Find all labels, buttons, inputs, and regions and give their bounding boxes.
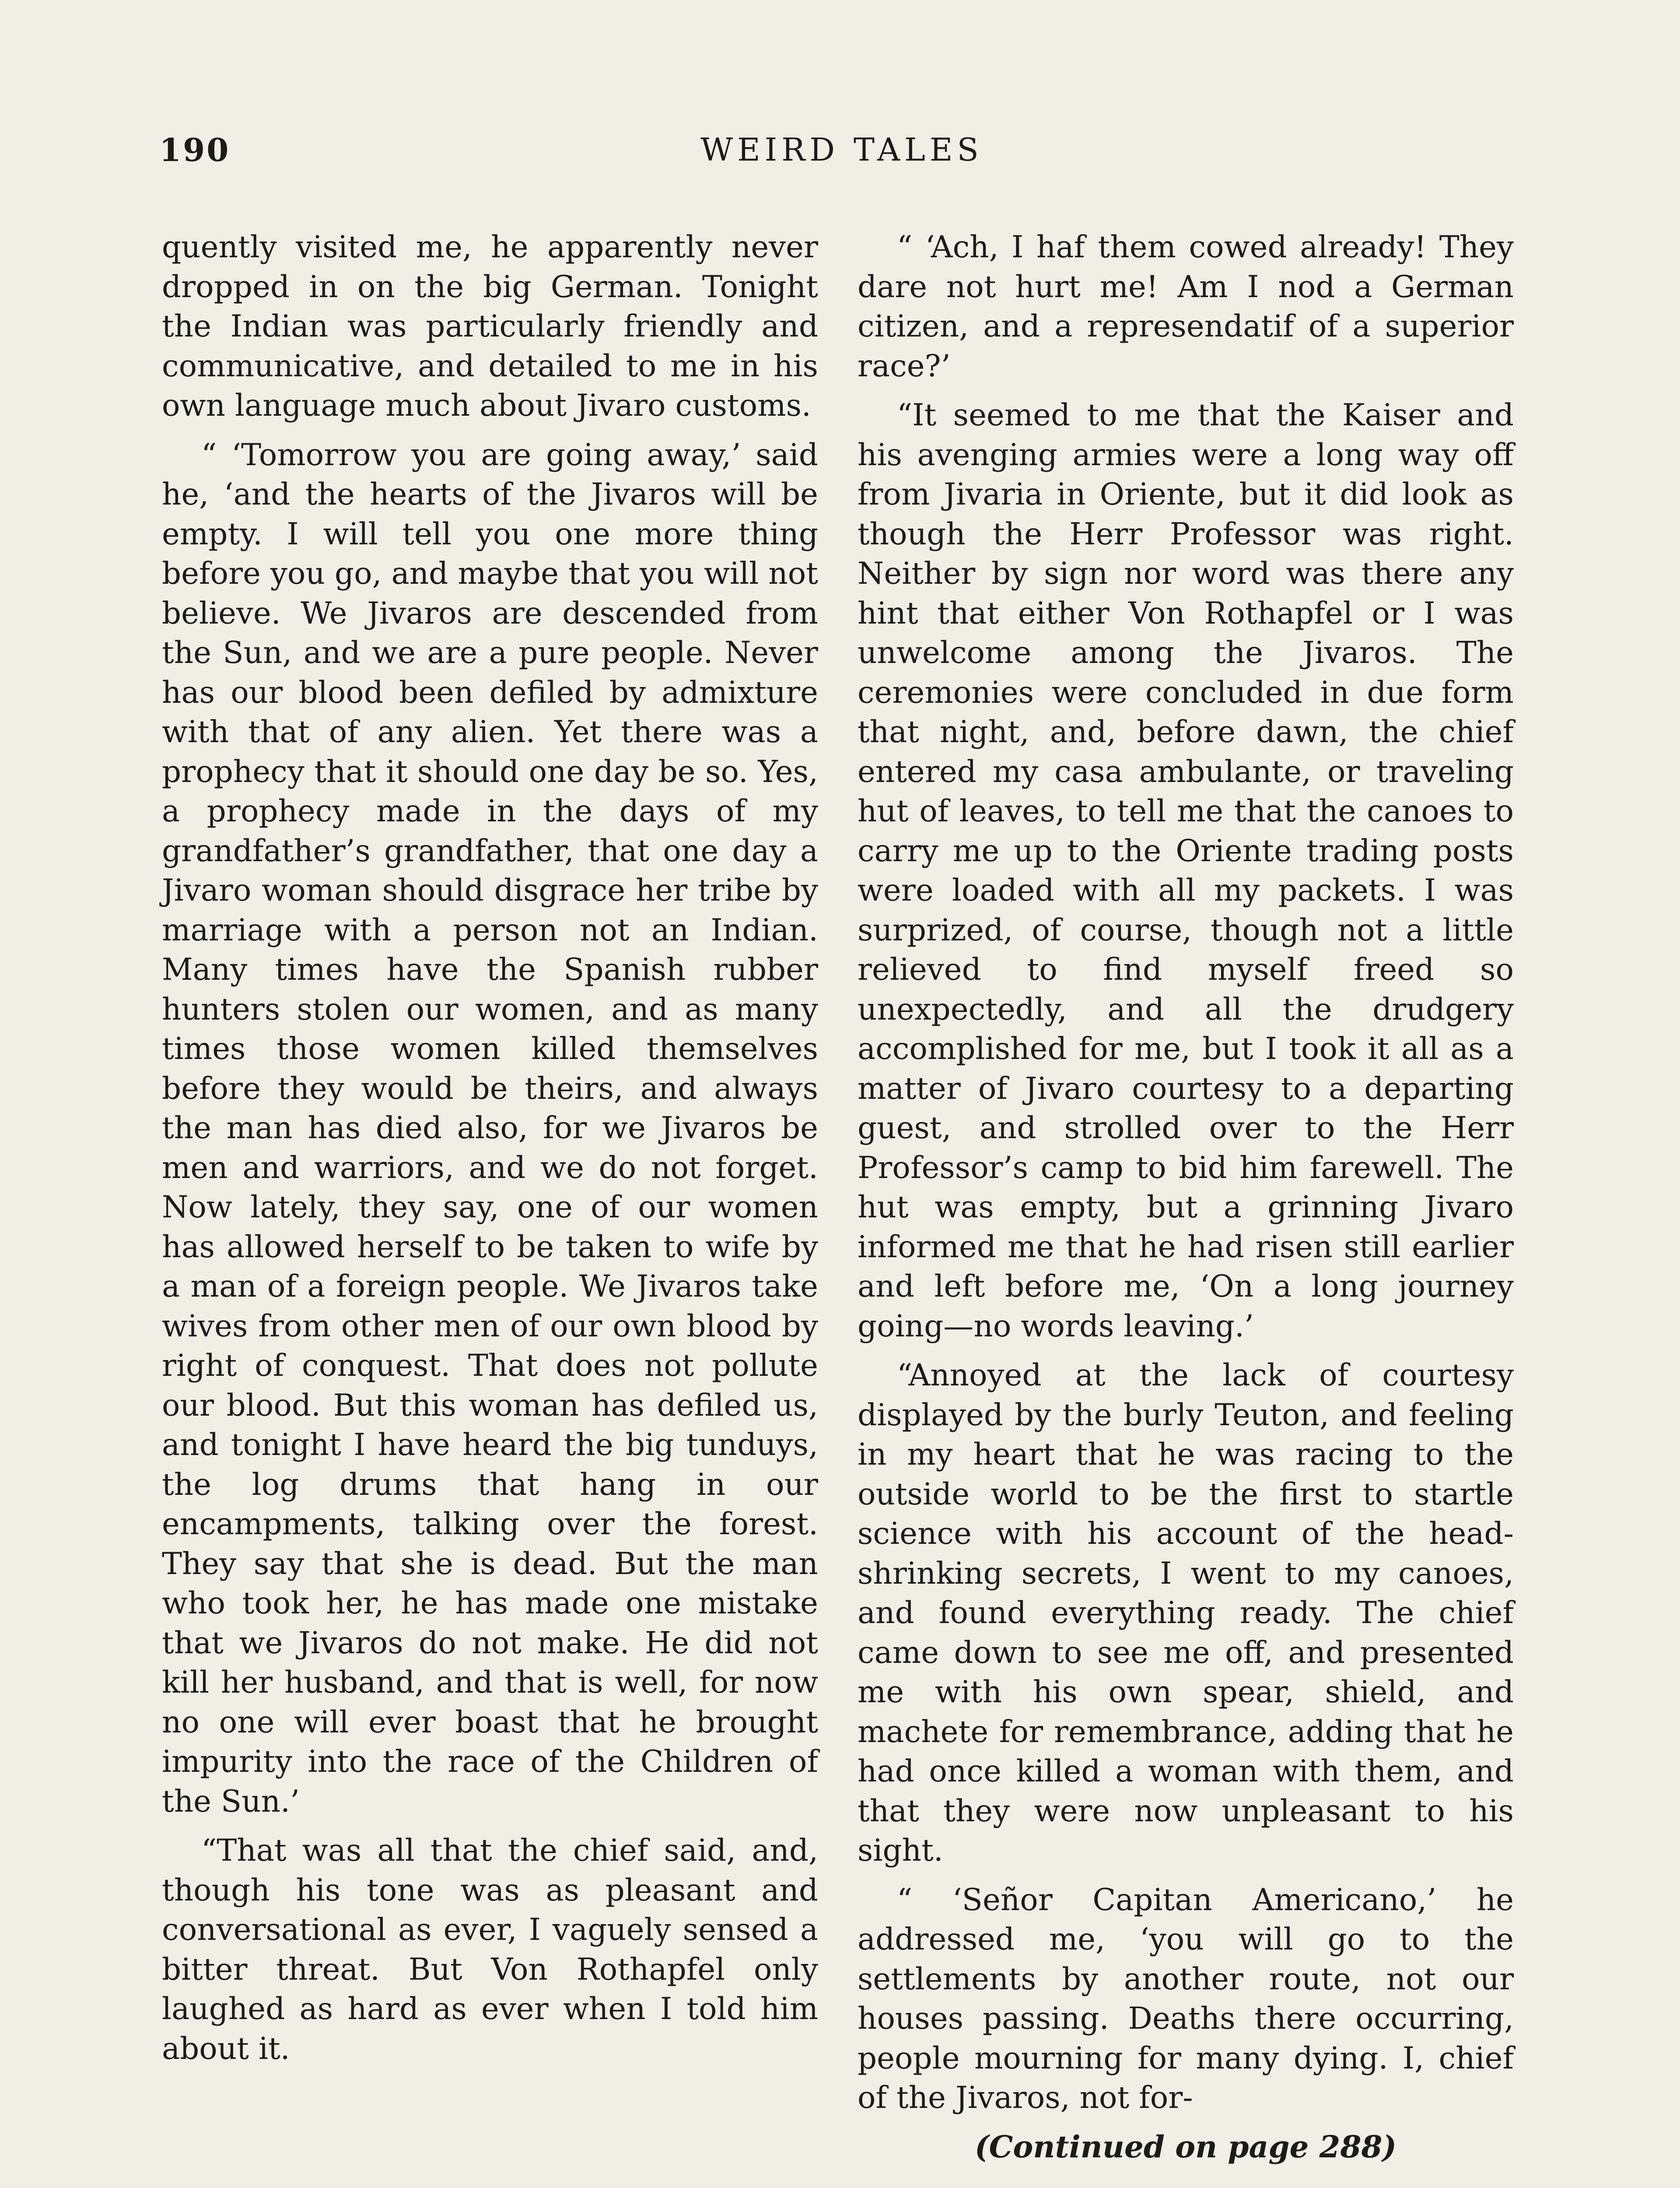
page-number: 190 <box>159 131 231 168</box>
magazine-title: WEIRD TALES <box>700 131 983 168</box>
paragraph: “Annoyed at the lack of courtesy displayed by the burly Teuton, and feeling in my heart that he was racing to the outside world to be the first to startle science with his account of the head-shrinking secrets, I went to my canoes, and found everything ready. The chief came down to see me off, and presented me with his own spear, shield, and machete for remembrance, adding that he had once killed a woman with them, and that they were now unpleasant to his sight. <box>858 1358 1514 1868</box>
right-text-column <box>858 228 1514 2177</box>
paragraph: quently visited me, he apparently never dropped in on the big German. Tonight the Indian was particularly friendly and communicative, and detailed to me in his own language much about Jivaro customs. <box>162 230 818 423</box>
paragraph: “That was all that the chief said, and, though his tone was as pleasant and conversational as ever, I vaguely sensed a bitter threat. But Von Rothapfel only laughed as hard as ever when I told him about it. <box>162 1833 818 2066</box>
paragraph: “ ‘Señor Capitan Americano,’ he addressed me, ‘you will go to the settlements by another route, not our houses passing. Deaths there occurring, people mourning for many dying. I, chief of the Jivaros, not for- <box>858 1882 1514 2115</box>
paragraph: “It seemed to me that the Kaiser and his avenging armies were a long way off from Jivaria in Oriente, but it did look as though the Herr Professor was right. Neither by sign nor word was there any hint that either Von Rothapfel or I was unwelcome among the Jivaros. The ceremonies were concluded in due form that night, and, before dawn, the chief entered my casa ambulante, or traveling hut of leaves, to tell me that the canoes to carry me up to the Oriente trading posts were loaded with all my packets. I was surprized, of course, though not a little relieved to find myself freed so unexpectedly, and all the drudgery accomplished for me, but I took it all as a matter of Jivaro courtesy to a departing guest, and strolled over to the Herr Professor’s camp to bid him farewell. The hut was empty, but a grinning Jivaro informed me that he had risen still earlier and left before me, ‘On a long journey going—no words leaving.’ <box>858 398 1514 1344</box>
running-head <box>159 131 1524 179</box>
paragraph: “ ‘Ach, I haf them cowed already! They dare not hurt me! Am I nod a German citizen, and a represendatif of a superior race?’ <box>858 230 1514 384</box>
continued-note: (Continued on page 288) <box>974 2129 1397 2165</box>
left-text-column <box>162 228 818 2078</box>
paragraph: “ ‘Tomorrow you are going away,’ said he, ‘and the hearts of the Jivaros will be empty. I will tell you one more thing before you go, and maybe that you will not believe. We Jivaros are descended from the Sun, and we are a pure people. Never has our blood been defiled by admixture with that of any alien. Yet there was a prophecy that it should one day be so. Yes, a prophecy made in the days of my grandfather’s grandfather, that one day a Jivaro woman should disgrace her tribe by marriage with a person not an Indian. Many times have the Spanish rubber hunters stolen our women, and as many times those women killed themselves before they would be theirs, and always the man has died also, for we Jivaros be men and warriors, and we do not forget. Now lately, they say, one of our women has allowed herself to be taken to wife by a man of a foreign people. We Jivaros take wives from other men of our own blood by right of conquest. That does not pollute our blood. But this woman has defiled us, and tonight I have heard the big tunduys, the log drums that hang in our encampments, talking over the forest. They say that she is dead. But the man who took her, he has made one mistake that we Jivaros do not make. He did not kill her husband, and that is well, for now no one will ever boast that he brought impurity into the race of the Children of the Sun.’ <box>162 437 818 1819</box>
